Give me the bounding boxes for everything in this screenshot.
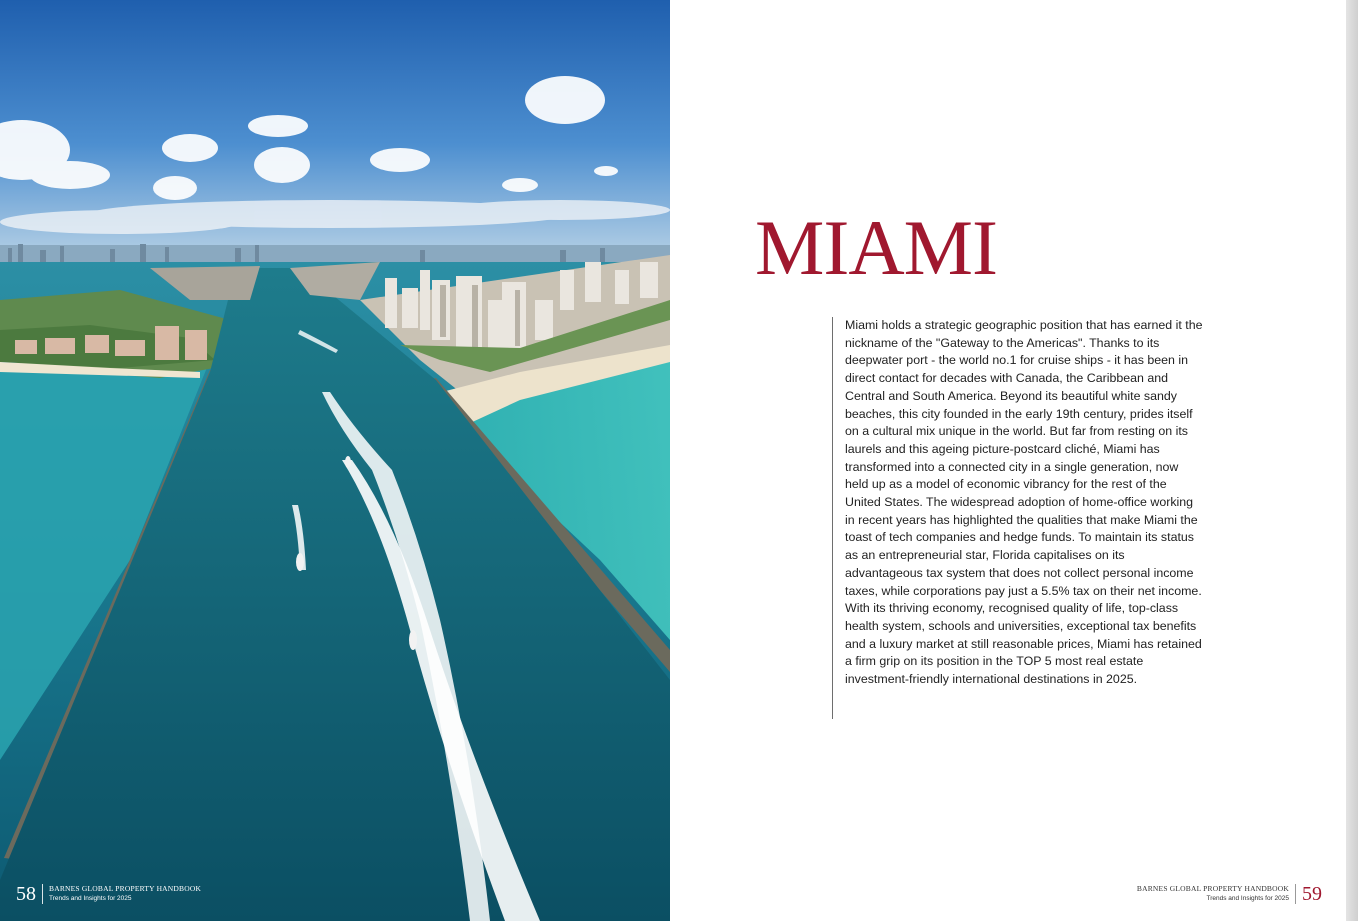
left-running-head [43, 884, 201, 904]
left-running-head-subtitle: Trends and Insights for 2025 [49, 895, 132, 902]
right-page-folio [1137, 884, 1322, 904]
miami-aerial-photo [0, 0, 670, 921]
left-running-head-title: BARNES GLOBAL PROPERTY HANDBOOK [49, 884, 202, 893]
right-running-head [1137, 884, 1296, 904]
article-body [832, 317, 1204, 719]
right-page-number: 59 [1302, 883, 1322, 905]
left-page-folio [16, 884, 201, 904]
right-running-head-subtitle: Trends and Insights for 2025 [1206, 895, 1289, 902]
article-paragraph: Miami holds a strategic geographic position that has earned it the nickname of the "Gateway to the Americas". Thanks to its deepwater port - the world no.1 for cruise ships - it has been in direct contact for decades with Canada, the Caribbean and Central and South America. Beyond its beautiful white sandy beaches, this city founded in the early 19th century, prides itself on a cultural mix unique in the world. But far from resting on its laurels and this ageing picture-postcard cliché, Miami has transformed into a connected city in a single generation, now held up as a model of economic vibrancy for the rest of the United States. The widespread adoption of home-office working in recent years has highlighted the qualities that make Miami the toast of tech companies and hedge funds. To maintain its status as an entrepreneurial star, Florida capitalises on its advantageous tax system that does not collect personal income taxes, while corporations pay just a 5.5% tax on their net income. With its thriving economy, recognised quality of life, top-class health system, schools and universities, exceptional tax benefits and a luxury market at still reasonable prices, Miami has retained a firm grip on its position in the TOP 5 most real estate investment-friendly international destinations in 2025. [845, 318, 1203, 687]
page-edge [1346, 0, 1358, 921]
right-running-head-title: BARNES GLOBAL PROPERTY HANDBOOK [1136, 884, 1289, 893]
right-page [670, 0, 1346, 921]
page-title: MIAMI [755, 204, 997, 291]
left-page [0, 0, 670, 921]
left-page-number: 58 [16, 884, 43, 904]
